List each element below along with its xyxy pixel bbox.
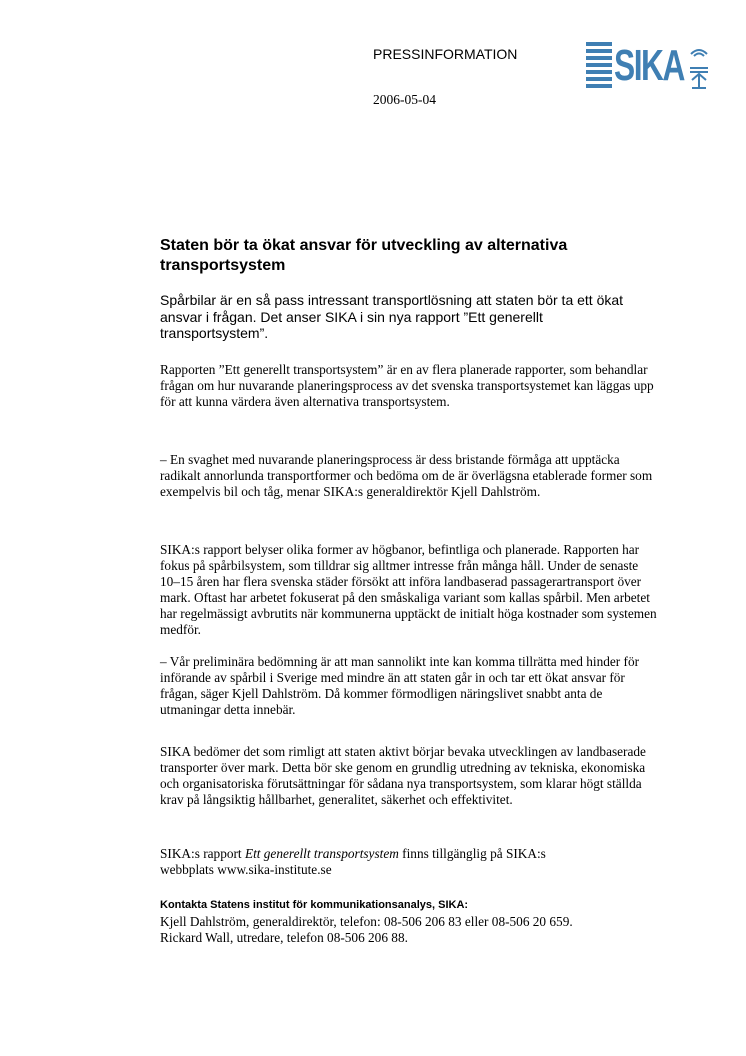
contact-line: Rickard Wall, utredare, telefon 08-506 206 88. xyxy=(160,930,408,945)
article-headline: Staten bör ta ökat ansvar för utveckling av alternativa transportsystem xyxy=(160,237,568,274)
contact-heading: Kontakta Statens institut för kommunikationsanalys, SIKA: xyxy=(160,899,469,911)
article-paragraph: Rapporten ”Ett generellt transportsystem” är en av flera planerade rapporter, som behandlar frågan om hur nuvarande planeringsprocess av det svenska transportsystemet kan läggas upp för att kunna värdera även alternativa transportsystem. xyxy=(160,362,654,409)
contact-line: Kjell Dahlström, generaldirektör, telefon: 08-506 206 83 eller 08-506 20 659. xyxy=(160,914,573,929)
sika-logo xyxy=(586,42,710,94)
article-paragraph: – Vår preliminära bedömning är att man sannolikt inte kan komma tillrätta med hinder för införande av spårbil i Sverige med mindre än att staten går in och tar ett ökat ansvar för frågan, säger Kjell Dahlström. Då kommer förmodligen näringslivet snabbt anta de utmaningar detta innebär. xyxy=(160,654,640,717)
logo-transport-icons xyxy=(688,44,710,94)
logo-wordmark: SIKA xyxy=(614,41,684,90)
article-lead: Spårbilar är en så pass intressant transportlösning att staten bör ta ett ökat ansvar i frågan. Det anser SIKA i sin nya rapport ”Ett generellt transportsystem”. xyxy=(160,292,624,341)
website-line[interactable]: webbplats www.sika-institute.se xyxy=(160,862,332,877)
press-label: PRESSINFORMATION xyxy=(373,46,518,62)
publication-date: 2006-05-04 xyxy=(373,92,436,107)
report-availability xyxy=(160,846,660,878)
report-title: Ett generellt transportsystem xyxy=(244,846,399,861)
article-paragraph: SIKA:s rapport belyser olika former av högbanor, befintliga och planerade. Rapporten har fokus på spårbilsystem, som tilldrar sig alltmer intresse från många håll. Under de senaste 10–15 åren har flera svenska städer försökt att införa landbaserad passagerartransport över mark. Oftast har arbetet fokuserat på den småskaliga variant som kallas spårbil. Men arbetet har regelmässigt avbrutits när kommunerna upptäckt de initialt höga kostnader som systemen medför. xyxy=(160,542,657,637)
availability-suffix: finns tillgänglig på SIKA:s xyxy=(398,846,546,861)
article-paragraph: – En svaghet med nuvarande planeringsprocess är dess bristande förmåga att upptäcka radikalt annorlunda transportformer och bedöma om de är överlägsna etablerade former som exempelvis bil och tåg, menar SIKA:s generaldirektör Kjell Dahlström. xyxy=(160,452,653,499)
article-paragraph: SIKA bedömer det som rimligt att staten aktivt börjar bevaka utvecklingen av landbaserade transporter över mark. Detta bör ske genom en grundlig utredning av tekniska, ekonomiska och organisatoriska förutsättningar för sådana nya transportsystem, som klarar högt ställda krav på långsiktig hållbarhet, generalitet, säkerhet och effektivitet. xyxy=(160,744,646,807)
availability-prefix: SIKA:s rapport xyxy=(160,846,245,861)
logo-stripes-icon xyxy=(586,42,612,94)
